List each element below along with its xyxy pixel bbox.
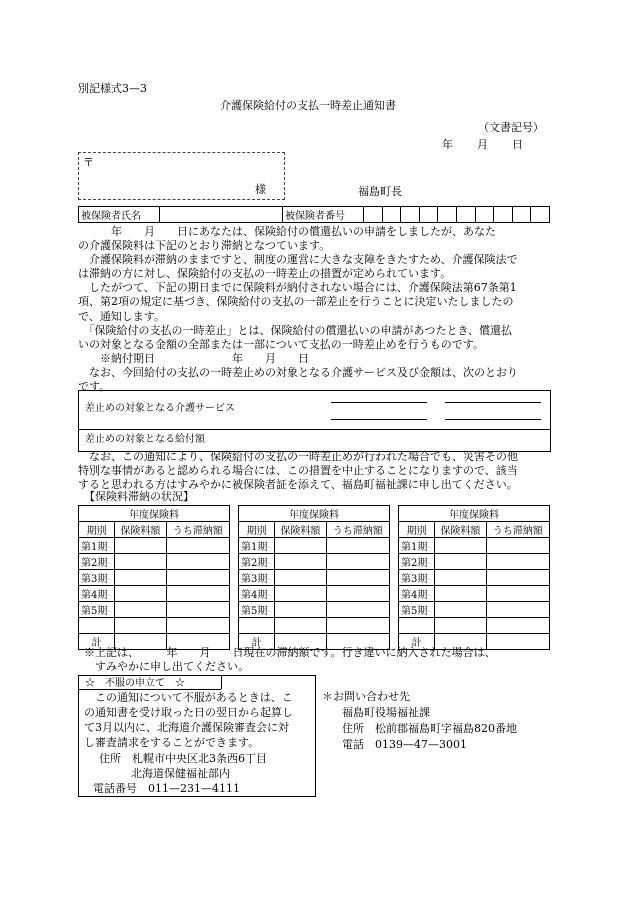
column-header: 保険料額 bbox=[275, 522, 327, 538]
service-blank-line bbox=[445, 419, 541, 420]
box-divider bbox=[79, 429, 550, 430]
period-label: 第1期 bbox=[399, 538, 435, 554]
insured-name-label: 被保険者氏名 bbox=[79, 207, 160, 223]
period-label: 第1期 bbox=[79, 538, 115, 554]
insured-id-row bbox=[78, 206, 550, 223]
column-header: 保険料額 bbox=[435, 522, 487, 538]
appeal-line: この通知について不服があるときは、こ bbox=[84, 691, 293, 704]
arrears-amount-cell bbox=[326, 538, 389, 554]
premium-amount-cell bbox=[435, 554, 487, 570]
premium-amount-cell bbox=[275, 618, 327, 634]
digit-cell bbox=[364, 207, 383, 223]
digit-cell bbox=[438, 207, 457, 223]
column-header: うち滞納額 bbox=[486, 522, 549, 538]
period-label: 第5期 bbox=[79, 602, 115, 618]
period-label: 第2期 bbox=[239, 554, 275, 570]
digit-cell bbox=[382, 207, 401, 223]
total-label: 計 bbox=[79, 634, 115, 650]
arrears-note bbox=[84, 646, 496, 674]
appeal-address: 住所 札幌市中央区北3条西6丁目 bbox=[99, 752, 267, 765]
appeal-office: 北海道保健福祉部内 bbox=[131, 767, 230, 780]
notice-body bbox=[78, 225, 518, 394]
arrears-table bbox=[78, 505, 230, 650]
arrears-amount-cell bbox=[166, 570, 229, 586]
column-header: 期別 bbox=[399, 522, 435, 538]
service-blank-line bbox=[331, 419, 427, 420]
arrears-amount-cell bbox=[326, 570, 389, 586]
digit-cell bbox=[419, 207, 438, 223]
page-title: 介護保険給付の支払一時差止通知書 bbox=[220, 99, 396, 112]
arrears-amount-cell bbox=[326, 602, 389, 618]
arrears-amount-cell bbox=[486, 586, 549, 602]
contact-dept: 福島町役場福祉課 bbox=[342, 706, 430, 719]
date-day: 日 bbox=[512, 138, 523, 151]
service-blank-line bbox=[445, 402, 541, 403]
appeal-box bbox=[78, 675, 316, 797]
service-blank-line bbox=[331, 402, 427, 403]
premium-amount-cell bbox=[275, 586, 327, 602]
period-label: 第5期 bbox=[239, 602, 275, 618]
paragraph-line: 介護保険料が滞納のままですと、制度の運営に大きな支障をきたすため、介護保険法で bbox=[78, 253, 518, 267]
period-label bbox=[239, 618, 275, 634]
arrears-amount-cell bbox=[486, 602, 549, 618]
arrears-table bbox=[238, 505, 390, 650]
appeal-text bbox=[84, 690, 293, 750]
period-label: 第1期 bbox=[239, 538, 275, 554]
premium-amount-cell bbox=[275, 538, 327, 554]
suspension-box bbox=[78, 390, 551, 452]
column-header: うち滞納額 bbox=[166, 522, 229, 538]
year-header: 年度保険料 bbox=[79, 506, 230, 522]
premium-amount-cell bbox=[435, 618, 487, 634]
arrears-amount-cell bbox=[326, 586, 389, 602]
digit-cell bbox=[475, 207, 494, 223]
paragraph-line: 特別な事情があると認められる場合には、この措置を中止することになりますので、該当 bbox=[78, 464, 518, 478]
arrears-amount-cell bbox=[486, 538, 549, 554]
premium-amount-cell bbox=[115, 618, 167, 634]
digit-cell bbox=[531, 207, 550, 223]
paragraph-line: したがつて、下記の期日までに保険料が納付されない場合には、介護保険法第67条第1 bbox=[78, 281, 517, 295]
arrears-amount-cell bbox=[486, 618, 549, 634]
arrears-amount-cell bbox=[166, 618, 229, 634]
date-year: 年 bbox=[442, 138, 453, 151]
paragraph-line: 「保険給付の支払の一時差止」とは、保険給付の償還払いの申請があつたとき、償還払 bbox=[78, 323, 513, 337]
appeal-line: の通知書を受け取った日の翌日から起算し bbox=[84, 706, 293, 719]
postal-mark: 〒 bbox=[83, 156, 94, 169]
service-label: 差止めの対象となる介護サービス bbox=[85, 403, 235, 414]
period-label: 第2期 bbox=[399, 554, 435, 570]
contact-title: ＊お問い合わせ先 bbox=[322, 690, 410, 703]
total-label: 計 bbox=[239, 634, 275, 650]
arrears-amount-cell bbox=[166, 586, 229, 602]
period-label bbox=[399, 618, 435, 634]
digit-cell bbox=[512, 207, 531, 223]
digit-cell bbox=[401, 207, 420, 223]
period-label: 第4期 bbox=[239, 586, 275, 602]
premium-amount-cell bbox=[115, 586, 167, 602]
arrears-amount-cell bbox=[326, 554, 389, 570]
paragraph-line: なお、今回給付の支払の一時差止めの対象となる介護サービス及び金額は、次のとおり bbox=[78, 365, 518, 379]
premium-amount-cell bbox=[115, 602, 167, 618]
period-label: 第4期 bbox=[399, 586, 435, 602]
arrears-heading: 【保険料滞納の状況】 bbox=[84, 490, 194, 503]
period-label: 第2期 bbox=[79, 554, 115, 570]
appeal-line: し審査請求をすることができます。 bbox=[84, 736, 260, 749]
premium-amount-cell bbox=[115, 570, 167, 586]
note-line: すみやかに申し出てください。 bbox=[84, 660, 249, 674]
premium-amount-cell bbox=[115, 538, 167, 554]
arrears-amount-cell bbox=[166, 554, 229, 570]
contact-address: 住所 松前郡福島町字福島820番地 bbox=[342, 722, 517, 735]
paragraph-line: 項、第2項の規定に基づき、保険給付の支払の一部差止を行うことに決定いたしましたの bbox=[78, 295, 514, 309]
column-header: 期別 bbox=[79, 522, 115, 538]
period-label: 第3期 bbox=[239, 570, 275, 586]
appeal-line: て3月以内に、北海道介護保険審査会に対 bbox=[84, 721, 289, 734]
paragraph-line: なお、この通知により、保険給付の支払の一時差止めが行われた場合でも、災害その他 bbox=[78, 450, 518, 463]
arrears-amount-cell bbox=[166, 538, 229, 554]
year-header: 年度保険料 bbox=[399, 506, 550, 522]
arrears-amount-cell bbox=[486, 570, 549, 586]
period-label: 第4期 bbox=[79, 586, 115, 602]
insured-number-label: 被保険者番号 bbox=[283, 207, 364, 223]
honorific: 様 bbox=[255, 183, 266, 196]
amount-label: 差止めの対象となる給付額 bbox=[85, 434, 205, 445]
doc-number: （文書記号） bbox=[478, 121, 544, 134]
paragraph-line: です。 bbox=[78, 380, 111, 394]
premium-amount-cell bbox=[275, 602, 327, 618]
form-id: 別記様式3—3 bbox=[78, 82, 147, 95]
date-month: 月 bbox=[477, 138, 488, 151]
issuer: 福島町長 bbox=[358, 185, 402, 198]
premium-amount-cell bbox=[435, 586, 487, 602]
period-label: 第3期 bbox=[79, 570, 115, 586]
notice-body-2 bbox=[78, 450, 518, 492]
period-label bbox=[79, 618, 115, 634]
premium-amount-cell bbox=[435, 570, 487, 586]
digit-cell bbox=[494, 207, 513, 223]
premium-amount-cell bbox=[275, 570, 327, 586]
paragraph-line: の介護保険料は下記のとおり滞納となつています。 bbox=[78, 239, 331, 253]
arrears-amount-cell bbox=[166, 602, 229, 618]
paragraph-line: で、通知します。 bbox=[78, 309, 165, 323]
premium-amount-cell bbox=[435, 602, 487, 618]
paragraph-line: 年 月 日にあなたは、保険給付の償還払いの申請をしましたが、あなた bbox=[78, 225, 496, 238]
paragraph-line: は滞納の方に対し、保険給付の支払の一時差止の措置が定められています。 bbox=[78, 267, 452, 281]
insured-name-cell bbox=[160, 207, 283, 223]
arrears-amount-cell bbox=[326, 618, 389, 634]
year-header: 年度保険料 bbox=[239, 506, 390, 522]
appeal-title: ☆ 不服の申立て ☆ bbox=[85, 678, 185, 689]
arrears-table bbox=[398, 505, 550, 650]
period-label: 第5期 bbox=[399, 602, 435, 618]
paragraph-line: ※納付期日 年 月 日 bbox=[78, 351, 309, 365]
column-header: 期別 bbox=[239, 522, 275, 538]
column-header: うち滞納額 bbox=[326, 522, 389, 538]
premium-amount-cell bbox=[435, 538, 487, 554]
total-label: 計 bbox=[399, 634, 435, 650]
arrears-amount-cell bbox=[486, 554, 549, 570]
appeal-title-divider bbox=[221, 676, 222, 689]
column-header: 保険料額 bbox=[115, 522, 167, 538]
note-line: ※上記は、 年 月 日現在の滞納額です。行き違いに納入された場合は、 bbox=[84, 646, 496, 659]
paragraph-line: いの対象となる金額の全部または一部について支払の一時差止めを行うものです。 bbox=[78, 337, 484, 351]
premium-amount-cell bbox=[275, 554, 327, 570]
appeal-phone: 電話番号 011—231—4111 bbox=[93, 782, 240, 795]
period-label: 第3期 bbox=[399, 570, 435, 586]
recipient-box bbox=[78, 152, 285, 200]
digit-cell bbox=[456, 207, 475, 223]
premium-amount-cell bbox=[115, 554, 167, 570]
paragraph-line: すると思われる方はすみやかに被保険者証を添えて、福島町福祉課に申し出てください。 bbox=[78, 478, 518, 492]
contact-phone: 電話 0139—47—3001 bbox=[342, 738, 467, 751]
